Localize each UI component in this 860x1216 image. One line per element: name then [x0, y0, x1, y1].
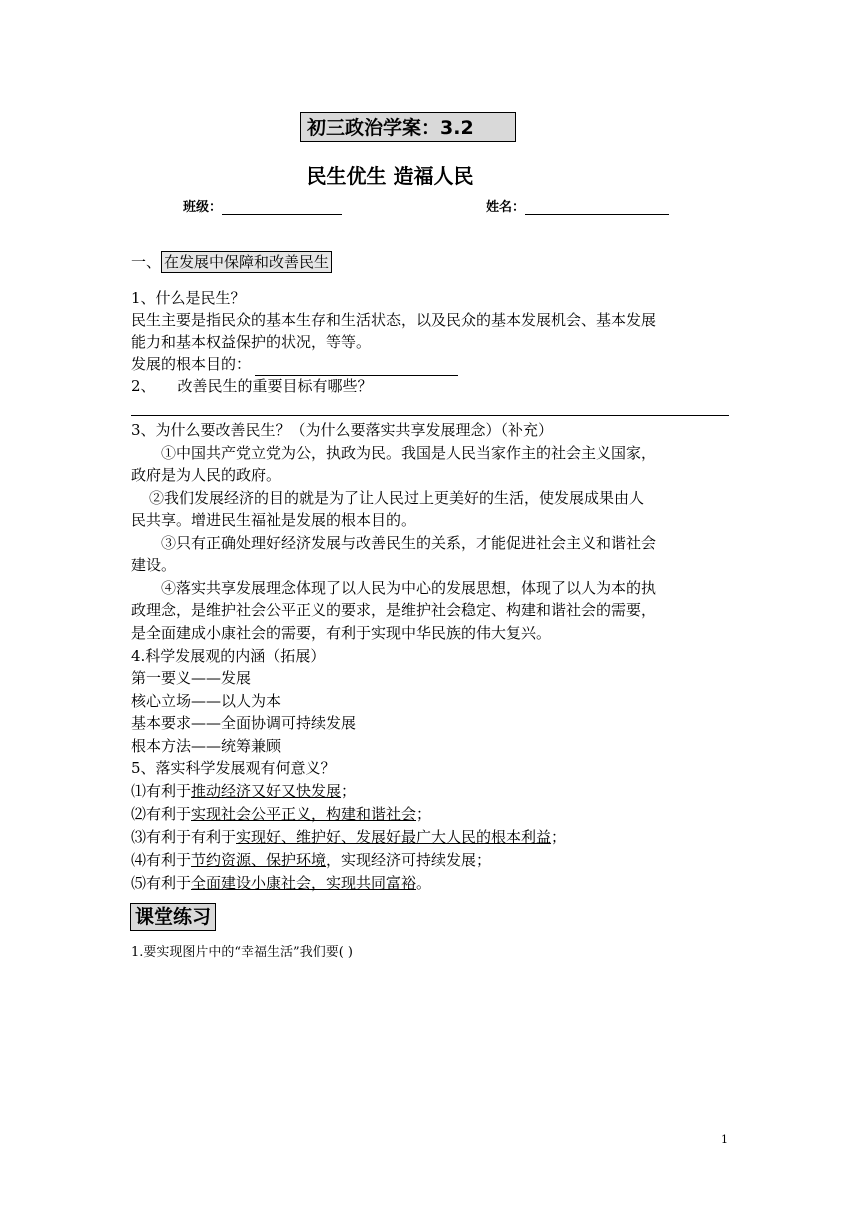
q5-item2-prefix: ⑵有利于 — [131, 805, 192, 823]
q1-answer-line1: 民生主要是指民众的基本生存和生活状态，以及民众的基本发展机会、基本发展 — [131, 311, 657, 329]
q5-item4-suffix: ，实现经济可持续发展； — [326, 851, 492, 869]
q2-number: 2、 — [131, 377, 156, 395]
section-1-heading — [131, 251, 332, 274]
q5-item3-prefix: ⑶有利于有利于 — [131, 828, 237, 846]
q5-item3-key: 实现好、维护好、发展好最广大人民的根本利益 — [236, 828, 552, 846]
q3-question: 3、为什么要改善民生？（为什么要落实共享发展理念）（补充） — [131, 421, 554, 439]
name-label: 姓名： — [486, 200, 526, 215]
class-label: 班级： — [183, 200, 223, 215]
q5-item1-suffix: ； — [341, 782, 357, 800]
practice-question-1: 1.要实现图片中的“幸福生活”我们要( ) — [131, 945, 353, 960]
section-1-title: 在发展中保障和改善民生 — [161, 251, 332, 273]
q5-item2-key: 实现社会公平正义，构建和谐社会 — [191, 805, 417, 823]
q5-question: 5、落实科学发展观有何意义？ — [131, 759, 336, 777]
root-purpose-row — [131, 353, 458, 376]
q3-point1-line2: 政府是为人民的政府。 — [131, 466, 282, 484]
q3-point3-line1: ③只有正确处理好经济发展与改善民生的关系，才能促进社会主义和谐社会 — [161, 534, 657, 552]
q5-item2-suffix: ； — [416, 805, 432, 823]
class-blank — [222, 200, 342, 215]
class-field — [183, 196, 342, 215]
q5-item1-prefix: ⑴有利于 — [131, 782, 192, 800]
page-number: 1 — [721, 1133, 728, 1146]
q2-question: 改善民生的重要目标有哪些？ — [177, 377, 373, 395]
q5-item5-key: 全面建设小康社会，实现共同富裕 — [191, 874, 417, 892]
q5-item5-prefix: ⑸有利于 — [131, 874, 192, 892]
q1-answer-line2: 能力和基本权益保护的状况，等等。 — [131, 333, 372, 351]
q4-item2: 核心立场——以人为本 — [131, 692, 282, 710]
q3-point2-line2: 民共享。增进民生福祉是发展的根本目的。 — [131, 511, 417, 529]
q3-point1-line1: ①中国共产党立党为公，执政为民。我国是人民当家作主的社会主义国家， — [161, 444, 657, 462]
q5-item2 — [131, 803, 431, 826]
q5-item3-suffix: ； — [551, 828, 567, 846]
q5-item5-suffix: 。 — [416, 874, 432, 892]
q3-point2-line1: ②我们发展经济的目的就是为了让人民过上更美好的生活，使发展成果由人 — [149, 489, 645, 507]
q5-item5 — [131, 872, 431, 895]
page-title: 初三政治学案：3.2 — [300, 112, 516, 142]
practice-heading: 课堂练习 — [130, 903, 216, 931]
name-blank — [525, 200, 669, 215]
q2-question-row — [131, 375, 373, 398]
q3-point4-line1: ④落实共享发展理念体现了以人民为中心的发展思想，体现了以人为本的执 — [161, 579, 657, 597]
q4-item1: 第一要义——发展 — [131, 669, 252, 687]
section-1-prefix: 一、 — [131, 253, 162, 271]
page-subtitle: 民生优生 造福人民 — [306, 164, 474, 188]
q5-item4-key: 节约资源、保护环境 — [191, 851, 327, 869]
q5-item3 — [131, 826, 566, 849]
q5-item4 — [131, 849, 491, 872]
q3-point3-line2: 建设。 — [131, 556, 177, 574]
q4-question: 4.科学发展观的内涵（拓展） — [131, 647, 326, 665]
name-field — [486, 196, 669, 215]
root-purpose-label: 发展的根本目的： — [131, 355, 252, 373]
q1-question: 1、什么是民生？ — [131, 289, 246, 307]
q5-item1-key: 推动经济又好又快发展 — [191, 782, 342, 800]
q3-point4-line2: 政理念，是维护社会公平正义的要求，是维护社会稳定、构建和谐社会的需要， — [131, 601, 657, 619]
q4-item3: 基本要求——全面协调可持续发展 — [131, 714, 357, 732]
q4-item4: 根本方法——统筹兼顾 — [131, 737, 282, 755]
q5-item1 — [131, 780, 356, 803]
root-purpose-blank — [255, 361, 458, 376]
q3-point4-line3: 是全面建成小康社会的需要，有利于实现中华民族的伟大复兴。 — [131, 624, 552, 642]
q5-item4-prefix: ⑷有利于 — [131, 851, 192, 869]
q2-answer-line — [131, 415, 729, 416]
